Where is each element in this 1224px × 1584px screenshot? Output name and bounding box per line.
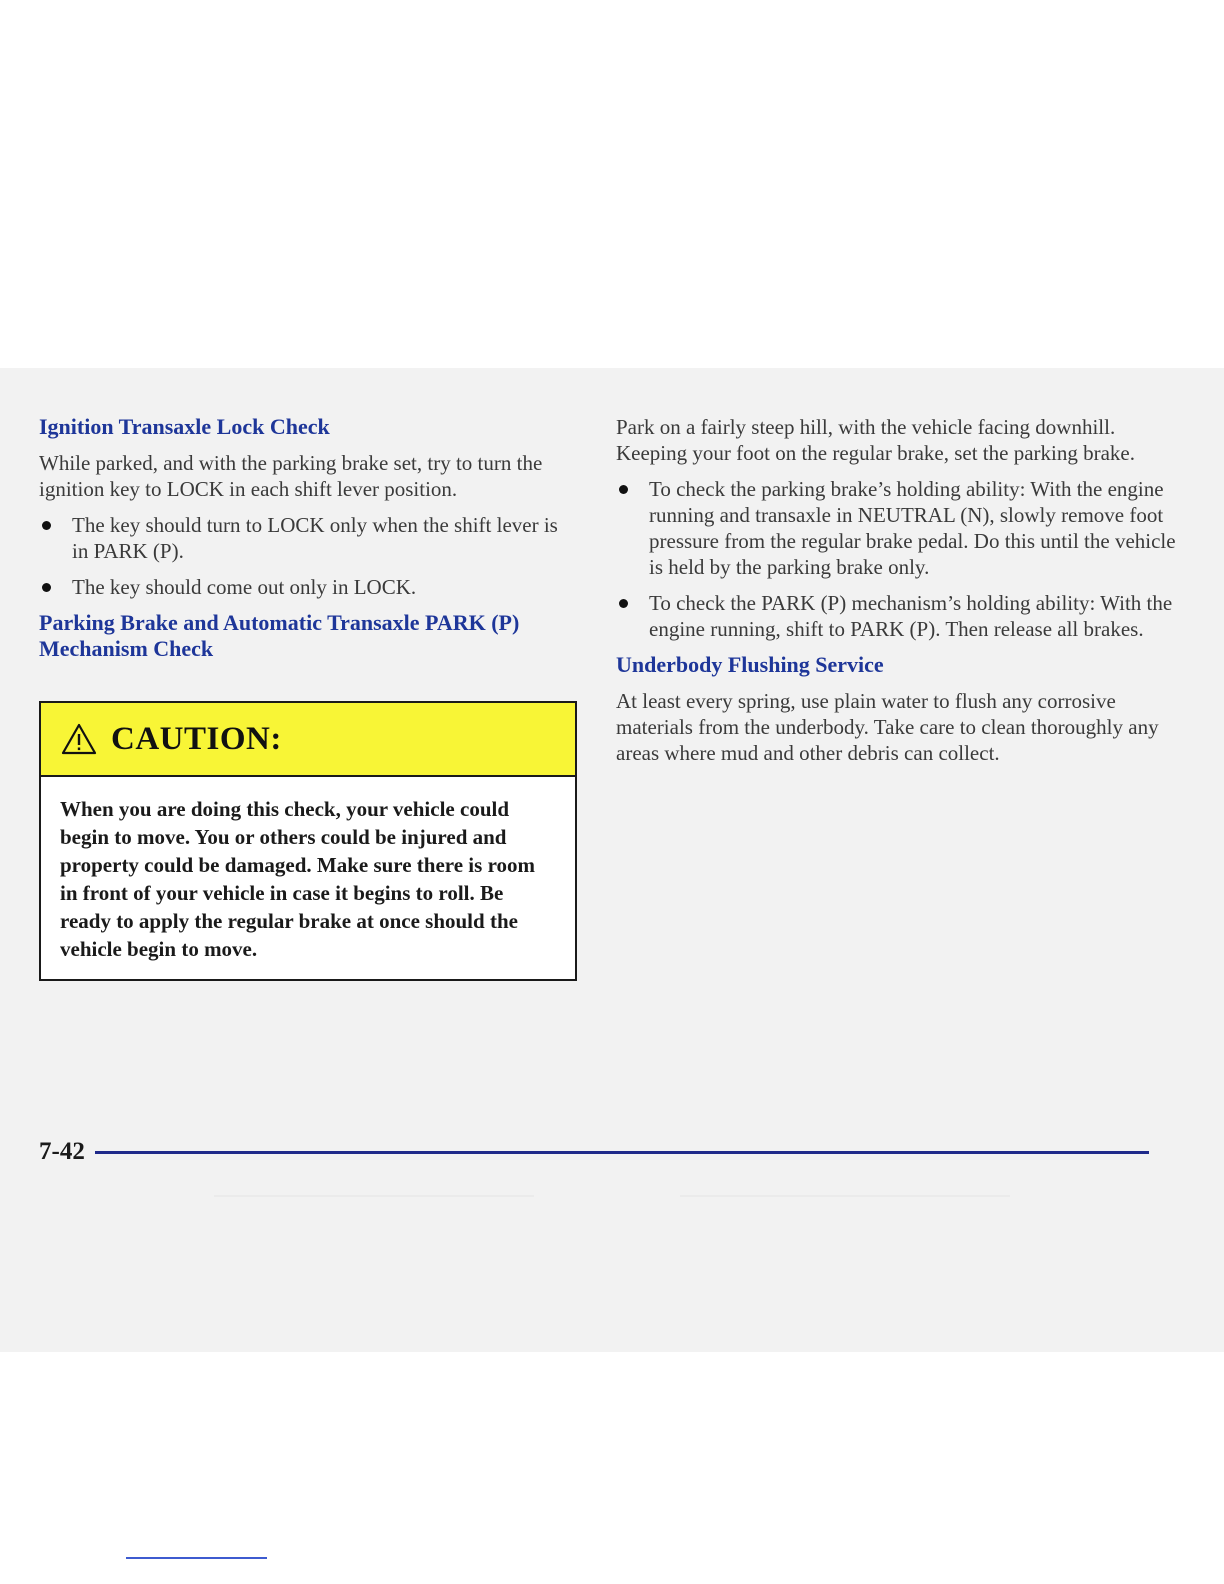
caution-text: When you are doing this check, your vehicle could begin to move. You or others could be injured and property could be damaged. Make sure there is room in front of your vehicle in case it begins to roll. Be ready to apply the regular brake at once should the vehicle begin to move. <box>60 797 536 961</box>
bullet-text: The key should come out only in LOCK. <box>72 575 417 599</box>
divider <box>680 1195 1010 1197</box>
bullet-text: To check the PARK (P) mechanism’s holding ability: With the engine running, shift to PARK (P). Then release all brakes. <box>649 591 1173 641</box>
bullet-icon <box>42 583 51 592</box>
bullet-icon <box>619 599 628 608</box>
park-hill-intro: Park on a fairly steep hill, with the vehicle facing downhill. Keeping your foot on the regular brake, set the parking brake. <box>616 415 1135 465</box>
section-heading-ignition-lock: Ignition Transaxle Lock Check <box>39 414 330 439</box>
park-check-bullets <box>616 476 1176 642</box>
caution-header <box>41 703 575 777</box>
bullet-text: To check the parking brake’s holding ability: With the engine running and transaxle in NEUTRAL (N), slowly remove foot pressure from the regular brake pedal. Do this until the vehicle is held by the parking brake only. <box>649 477 1176 579</box>
warning-triangle-icon <box>61 723 97 755</box>
bottom-link-underline[interactable] <box>126 1557 267 1559</box>
caution-title: CAUTION: <box>111 720 282 757</box>
right-column <box>616 414 1176 776</box>
footer-rule <box>95 1151 1149 1154</box>
left-column <box>39 414 579 672</box>
section-heading-park-mechanism: Parking Brake and Automatic Transaxle PARK (P) Mechanism Check <box>39 610 520 661</box>
page-number: 7-42 <box>39 1138 85 1165</box>
list-item <box>39 574 579 600</box>
list-item <box>616 476 1176 580</box>
bullet-icon <box>42 521 51 530</box>
bullet-icon <box>619 485 628 494</box>
list-item <box>616 590 1176 642</box>
page-footer <box>39 1136 1149 1168</box>
bullet-text: The key should turn to LOCK only when the shift lever is in PARK (P). <box>72 513 558 563</box>
ignition-lock-intro: While parked, and with the parking brake set, try to turn the ignition key to LOCK in each shift lever position. <box>39 451 543 501</box>
divider <box>214 1195 534 1197</box>
underbody-text: At least every spring, use plain water to flush any corrosive materials from the underbody. Take care to clean thoroughly any areas where mud and other debris can collect. <box>616 689 1159 765</box>
section-heading-underbody: Underbody Flushing Service <box>616 652 884 677</box>
list-item <box>39 512 579 564</box>
caution-box <box>39 701 577 981</box>
ignition-lock-bullets <box>39 512 579 600</box>
